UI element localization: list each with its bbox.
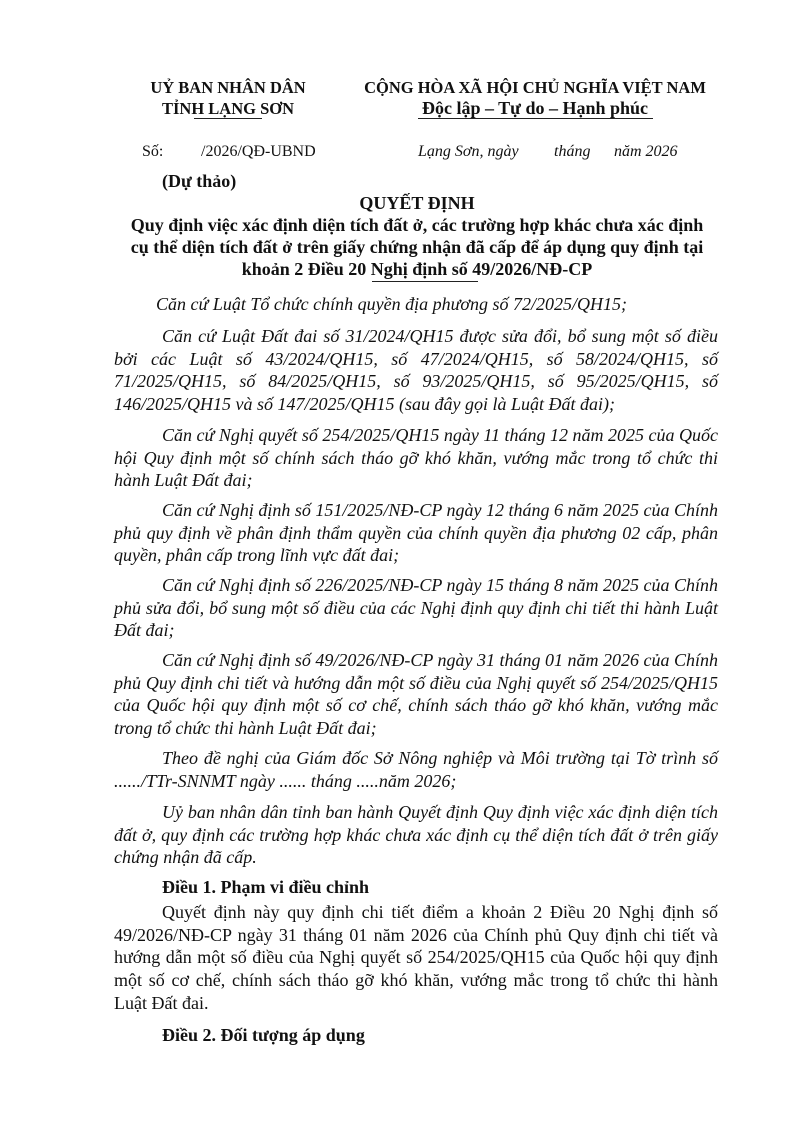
- decision-title: [110, 192, 724, 280]
- draft-label: (Dự thảo): [162, 171, 237, 191]
- preamble-item: Căn cứ Nghị định số 151/2025/NĐ-CP ngày 12 tháng 6 năm 2025 của Chính phủ quy định về phân định thẩm quyền của chính quyền địa phương 02 cấp, phân quyền, phân cấp trong lĩnh vực đất đai;: [114, 500, 718, 566]
- preamble-item: Căn cứ Nghị quyết số 254/2025/QH15 ngày 11 tháng 12 năm 2025 của Quốc hội Quy định một số chính sách tháo gỡ khó khăn, vướng mắc trong tổ chức thi hành Luật Đất đai;: [114, 425, 718, 491]
- preamble-item: Theo đề nghị của Giám đốc Sở Nông nghiệp và Môi trường tại Tờ trình số ....../TTr-SNNMT ngày ...... tháng .....năm 2026;: [114, 748, 718, 791]
- preamble-item: Căn cứ Luật Tổ chức chính quyền địa phương số 72/2025/QH15;: [156, 294, 628, 314]
- issuer-line1: UỶ BAN NHÂN DÂN: [150, 78, 306, 97]
- preamble-item: Uỷ ban nhân dân tỉnh ban hành Quyết định Quy định việc xác định diện tích đất ở, quy định các trường hợp khác chưa xác định cụ thể diện tích đất ở trên giấy chứng nhận đã cấp.: [114, 802, 718, 868]
- article2-heading: Điều 2. Đối tượng áp dụng: [162, 1025, 365, 1045]
- issuer-block: [130, 77, 326, 119]
- decision-subject-line2: cụ thể diện tích đất ở trên giấy chứng nhận đã cấp để áp dụng quy định tại: [130, 237, 704, 257]
- decision-subject-line3: khoản 2 Điều 20 Nghị định số 49/2026/NĐ-CP: [241, 259, 593, 279]
- article1-heading: Điều 1. Phạm vi điều chỉnh: [162, 877, 370, 897]
- national-motto: Độc lập – Tự do – Hạnh phúc: [421, 98, 649, 118]
- document-number: /2026/QĐ-UBND: [201, 143, 316, 160]
- decision-heading: QUYẾT ĐỊNH: [359, 193, 475, 213]
- preamble-item: Căn cứ Nghị định số 226/2025/NĐ-CP ngày 15 tháng 8 năm 2025 của Chính phủ sửa đổi, bổ sung một số điều của các Nghị định quy định chi tiết thi hành Luật Đất đai;: [114, 575, 718, 641]
- preamble-item: Căn cứ Luật Đất đai số 31/2024/QH15 được sửa đổi, bổ sung một số điều bởi các Luật số 43/2024/QH15, số 47/2024/QH15, số 58/2024/QH15, số 71/2025/QH15, số 84/2025/QH15, số 93/2025/QH15, số 95/2025/QH15, số 146/2025/QH15 và số 147/2025/QH15 (sau đây gọi là Luật Đất đai);: [114, 326, 718, 415]
- issuer-underline: [194, 118, 262, 119]
- issuer-line2: TỈNH LẠNG SƠN: [161, 99, 295, 118]
- national-block: [346, 77, 724, 119]
- document-number-label: Số:: [142, 143, 164, 160]
- date-year: năm 2026: [614, 143, 678, 160]
- decision-subject-line1: Quy định việc xác định diện tích đất ở, các trường hợp khác chưa xác định: [130, 215, 704, 235]
- article1-body: Quyết định này quy định chi tiết điểm a khoản 2 Điều 20 Nghị định số 49/2026/NĐ-CP ngày 31 tháng 01 năm 2026 của Chính phủ Quy định chi tiết và hướng dẫn một số điều của Nghị quyết số 254/2025/QH15 của Quốc hội quy định một số cơ chế, chính sách tháo gỡ khó khăn, vướng mắc trong tổ chức thi hành Luật Đất đai.: [114, 902, 718, 1013]
- date-month: tháng: [554, 143, 591, 160]
- title-underline: [372, 281, 478, 282]
- national-title: CỘNG HÒA XÃ HỘI CHỦ NGHĨA VIỆT NAM: [364, 78, 706, 97]
- place-date: Lạng Sơn, ngày: [418, 143, 519, 160]
- preamble-item: Căn cứ Nghị định số 49/2026/NĐ-CP ngày 31 tháng 01 năm 2026 của Chính phủ Quy định chi tiết và hướng dẫn một số điều của Nghị quyết số 254/2025/QH15 của Quốc hội quy định một số cơ chế, chính sách tháo gỡ khó khăn, vướng mắc trong tổ chức thi hành Luật Đất đai;: [114, 650, 718, 739]
- motto-underline: [418, 118, 653, 119]
